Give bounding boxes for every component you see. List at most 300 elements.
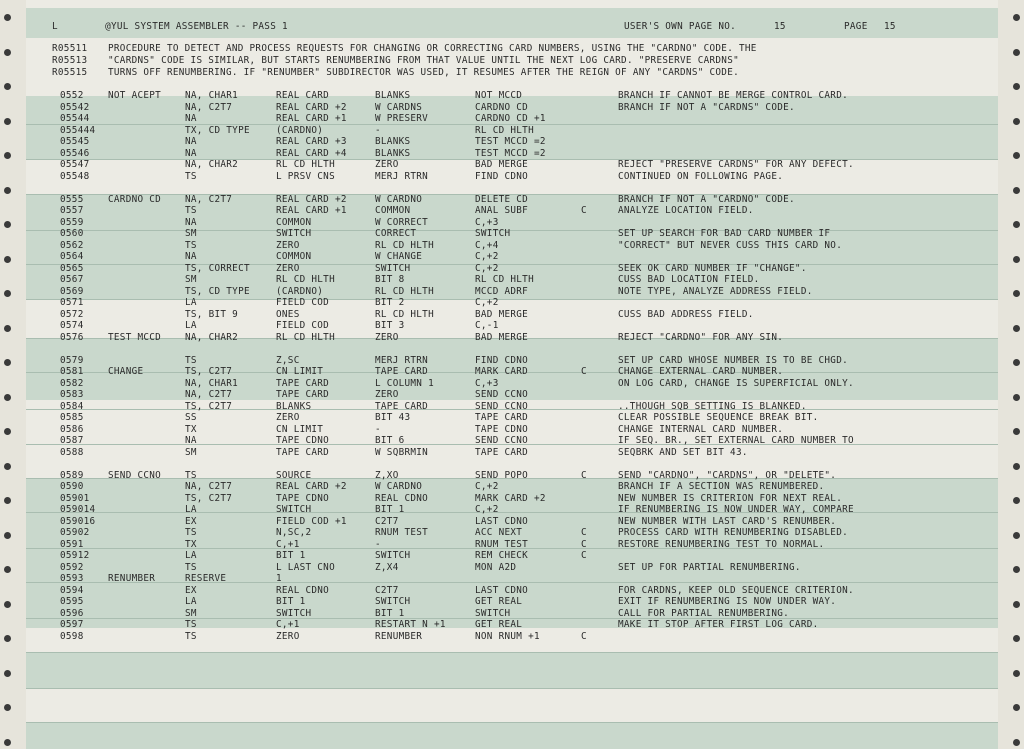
comment-field: REJECT "CARDNO" FOR ANY SIN. — [618, 331, 784, 343]
card-number: 0560 — [60, 228, 84, 239]
opcode-field: NA, CHAR2 — [185, 331, 239, 343]
opcode-field: TS, C2T7 — [185, 400, 233, 412]
tractor-hole — [1013, 359, 1020, 366]
operand2-field: BIT 2 — [375, 297, 405, 308]
comment-field: BRANCH IF A SECTION WAS RENUMBERED. — [618, 481, 825, 492]
remark-text: PROCEDURE TO DETECT AND PROCESS REQUESTS FOR CHANGING OR CORRECTING CARD NUMBERS, USING THE "CARDNO" CODE. THE — [108, 43, 757, 54]
flag-field: C — [581, 550, 587, 561]
address-field: TAPE CDNO — [475, 423, 529, 435]
page-label: PAGE — [844, 21, 868, 32]
address-field: SEND POPO — [475, 469, 529, 481]
operand-field: ZERO — [276, 412, 300, 423]
card-number: 0598 — [60, 630, 84, 642]
card-number: 0572 — [60, 308, 84, 320]
operand-field: COMMON — [276, 216, 312, 228]
comment-field: NEW NUMBER IS CRITERION FOR NEXT REAL. — [618, 492, 843, 504]
operand2-field: TAPE CARD — [375, 366, 429, 377]
address-field: C,+2 — [475, 481, 499, 492]
address-field: TAPE CARD — [475, 446, 529, 458]
card-number: 0567 — [60, 274, 84, 285]
comment-field: BRANCH IF NOT A "CARDNS" CODE. — [618, 101, 795, 113]
address-field: BAD MERGE — [475, 308, 529, 320]
operand2-field: W CHANGE — [375, 251, 423, 262]
address-field: TEST MCCD =2 — [475, 136, 546, 147]
tractor-hole — [4, 670, 11, 677]
address-field: C,+3 — [475, 216, 499, 228]
operand-field: Z,SC — [276, 354, 300, 366]
address-field: DELETE CD — [475, 193, 529, 205]
comment-field: CALL FOR PARTIAL RENUMBERING. — [618, 607, 790, 619]
card-number: 0584 — [60, 400, 84, 412]
opcode-field: SS — [185, 412, 197, 423]
flag-field: C — [581, 527, 587, 538]
address-field: RL CD HLTH — [475, 124, 534, 136]
opcode-field: TS, CORRECT — [185, 262, 250, 274]
tractor-hole — [4, 704, 11, 711]
tractor-hole — [4, 359, 11, 366]
address-field: C,-1 — [475, 320, 499, 331]
operand-field: (CARDNO) — [276, 285, 324, 297]
card-number: 0595 — [60, 596, 84, 607]
opcode-field: EX — [185, 515, 197, 527]
card-number: 05546 — [60, 147, 90, 159]
opcode-field: NA — [185, 147, 197, 159]
card-number: 0564 — [60, 251, 84, 262]
opcode-field: RESERVE — [185, 573, 227, 584]
operand-field: SOURCE — [276, 469, 312, 481]
flag-field: C — [581, 630, 587, 642]
flag-field: C — [581, 205, 587, 216]
tractor-hole — [1013, 497, 1020, 504]
operand2-field: W CARDNS — [375, 101, 423, 113]
opcode-field: TS, BIT 9 — [185, 308, 239, 320]
opcode-field: TS, CD TYPE — [185, 285, 250, 297]
tractor-hole — [4, 83, 11, 90]
operand-field: FIELD COD +1 — [276, 515, 347, 527]
card-number: 0581 — [60, 366, 84, 377]
tractor-hole — [1013, 428, 1020, 435]
opcode-field: EX — [185, 584, 197, 596]
comment-field: MAKE IT STOP AFTER FIRST LOG CARD. — [618, 619, 819, 630]
tractor-hole — [4, 325, 11, 332]
bar-rule — [26, 582, 998, 583]
tractor-hole — [1013, 221, 1020, 228]
operand2-field: BIT 6 — [375, 435, 405, 446]
comment-field: "CORRECT" BUT NEVER CUSS THIS CARD NO. — [618, 239, 843, 251]
address-field: BAD MERGE — [475, 331, 529, 343]
bar-rule — [26, 688, 998, 689]
operand-field: RL CD HLTH — [276, 159, 335, 170]
opcode-field: TS, C2T7 — [185, 366, 233, 377]
opcode-field: SM — [185, 274, 197, 285]
operand2-field: BIT 8 — [375, 274, 405, 285]
opcode-field: TS — [185, 619, 197, 630]
card-number: 0562 — [60, 239, 84, 251]
address-field: MCCD ADRF — [475, 285, 529, 297]
operand-field: SWITCH — [276, 228, 312, 239]
opcode-field: TS — [185, 205, 197, 216]
operand-field: C,+1 — [276, 538, 300, 550]
opcode-field: LA — [185, 297, 197, 308]
card-number: 0576 — [60, 331, 84, 343]
operand2-field: BLANKS — [375, 147, 411, 159]
bar-rule — [26, 722, 998, 723]
operand-field: 1 — [276, 573, 282, 584]
comment-field: PROCESS CARD WITH RENUMBERING DISABLED. — [618, 527, 848, 538]
operand2-field: - — [375, 423, 381, 435]
tractor-hole — [4, 532, 11, 539]
operand2-field: RL CD HLTH — [375, 285, 434, 297]
card-number: 0593 — [60, 573, 84, 584]
comment-field: CONTINUED ON FOLLOWING PAGE. — [618, 170, 784, 182]
opcode-field: SM — [185, 228, 197, 239]
opcode-field: TS, C2T7 — [185, 492, 233, 504]
operand2-field: SWITCH — [375, 262, 411, 274]
operand-field: REAL CARD +2 — [276, 481, 347, 492]
address-field: C,+3 — [475, 377, 499, 389]
comment-field: CLEAR POSSIBLE SEQUENCE BREAK BIT. — [618, 412, 819, 423]
tractor-hole — [1013, 256, 1020, 263]
operand-field: REAL CARD +4 — [276, 147, 347, 159]
comment-field: ON LOG CARD, CHANGE IS SUPERFICIAL ONLY. — [618, 377, 854, 389]
operand2-field: REAL CDNO — [375, 492, 429, 504]
card-number: 0592 — [60, 561, 84, 573]
opcode-field: NA — [185, 216, 197, 228]
label-field: CHANGE — [108, 366, 144, 377]
card-number: 05544 — [60, 113, 90, 124]
address-field: C,+2 — [475, 504, 499, 515]
label-field: CARDNO CD — [108, 193, 162, 205]
address-field: BAD MERGE — [475, 159, 529, 170]
remark-text: TURNS OFF RENUMBERING. IF "RENUMBER" SUBDIRECTOR WAS USED, IT RESUMES AFTER THE REIGN OF ANY "CARDNS" CODE. — [108, 67, 739, 78]
operand-field: BIT 1 — [276, 596, 306, 607]
operand-field: ZERO — [276, 630, 300, 642]
tractor-hole — [4, 290, 11, 297]
tractor-hole — [4, 635, 11, 642]
tractor-hole — [4, 739, 11, 746]
operand-field: COMMON — [276, 251, 312, 262]
operand-field: (CARDNO) — [276, 124, 324, 136]
opcode-field: NA, CHAR1 — [185, 90, 239, 101]
operand-field: BLANKS — [276, 400, 312, 412]
operand2-field: BIT 1 — [375, 504, 405, 515]
card-number: 0591 — [60, 538, 84, 550]
comment-field: SEND "CARDNO", "CARDNS", OR "DELETE". — [618, 469, 837, 481]
operand-field: RL CD HLTH — [276, 331, 335, 343]
operand2-field: RNUM TEST — [375, 527, 429, 538]
card-number: 05545 — [60, 136, 90, 147]
card-number: 05912 — [60, 550, 90, 561]
label-field: NOT ACEPT — [108, 90, 162, 101]
tractor-hole — [1013, 670, 1020, 677]
card-number: 05901 — [60, 492, 90, 504]
card-number: 05902 — [60, 527, 90, 538]
tractor-hole — [4, 394, 11, 401]
tractor-hole — [1013, 49, 1020, 56]
operand-field: TAPE CARD — [276, 446, 330, 458]
operand2-field: W SQBRMIN — [375, 446, 429, 458]
tractor-hole — [4, 118, 11, 125]
label-field: TEST MCCD — [108, 331, 162, 343]
operand-field: REAL CDNO — [276, 584, 330, 596]
greenbar-band — [26, 722, 998, 749]
comment-field: SEEK OK CARD NUMBER IF "CHANGE". — [618, 262, 807, 274]
comment-field: CUSS BAD ADDRESS FIELD. — [618, 308, 754, 320]
comment-field: NEW NUMBER WITH LAST CARD'S RENUMBER. — [618, 515, 837, 527]
operand-field: REAL CARD — [276, 90, 330, 101]
operand-field: REAL CARD +1 — [276, 113, 347, 124]
opcode-field: TS — [185, 527, 197, 538]
address-field: SEND CCNO — [475, 435, 529, 446]
operand-field: ZERO — [276, 262, 300, 274]
opcode-field: TS — [185, 630, 197, 642]
card-number: 0571 — [60, 297, 84, 308]
address-field: FIND CDNO — [475, 354, 529, 366]
bar-rule — [26, 230, 998, 231]
opcode-field: TS — [185, 239, 197, 251]
card-number: 05548 — [60, 170, 90, 182]
tractor-hole — [1013, 601, 1020, 608]
address-field: GET REAL — [475, 619, 523, 630]
opcode-field: NA, C2T7 — [185, 389, 233, 400]
address-field: LAST CDNO — [475, 584, 529, 596]
operand2-field: BLANKS — [375, 90, 411, 101]
comment-field: FOR CARDNS, KEEP OLD SEQUENCE CRITERION. — [618, 584, 854, 596]
greenbar-band — [26, 230, 998, 264]
tractor-hole — [1013, 187, 1020, 194]
opcode-field: TS — [185, 354, 197, 366]
listing-page — [26, 0, 998, 749]
card-number: 0565 — [60, 262, 84, 274]
operand2-field: CORRECT — [375, 228, 417, 239]
card-number: 059014 — [60, 504, 96, 515]
operand-field: TAPE CARD — [276, 389, 330, 400]
opcode-field: NA — [185, 113, 197, 124]
address-field: C,+4 — [475, 239, 499, 251]
opcode-field: LA — [185, 320, 197, 331]
card-number: 0574 — [60, 320, 84, 331]
tractor-hole — [4, 14, 11, 21]
operand-field: REAL CARD +1 — [276, 205, 347, 216]
address-field: SWITCH — [475, 607, 511, 619]
flag-field: C — [581, 469, 587, 481]
address-field: TAPE CARD — [475, 412, 529, 423]
operand2-field: Z,X4 — [375, 561, 399, 573]
card-number: 0596 — [60, 607, 84, 619]
opcode-field: NA, CHAR1 — [185, 377, 239, 389]
address-field: SEND CCNO — [475, 389, 529, 400]
operand-field: RL CD HLTH — [276, 274, 335, 285]
address-field: C,+2 — [475, 297, 499, 308]
operand2-field: ZERO — [375, 389, 399, 400]
comment-field: CHANGE INTERNAL CARD NUMBER. — [618, 423, 784, 435]
operand2-field: RENUMBER — [375, 630, 423, 642]
tractor-hole — [1013, 704, 1020, 711]
comment-field: RESTORE RENUMBERING TEST TO NORMAL. — [618, 538, 825, 550]
opcode-field: TS — [185, 469, 197, 481]
tractor-hole — [4, 497, 11, 504]
operand2-field: SWITCH — [375, 550, 411, 561]
operand2-field: W CORRECT — [375, 216, 429, 228]
tractor-hole — [4, 187, 11, 194]
card-number: 0589 — [60, 469, 84, 481]
operand2-field: C2T7 — [375, 515, 399, 527]
right-tractor-feed — [998, 0, 1024, 749]
operand2-field: SWITCH — [375, 596, 411, 607]
operand2-field: RL CD HLTH — [375, 308, 434, 320]
operand-field: BIT 1 — [276, 550, 306, 561]
user-page-number: 15 — [774, 21, 786, 32]
address-field: RNUM TEST — [475, 538, 529, 550]
flag-field: C — [581, 538, 587, 550]
remark-number: R05515 — [52, 67, 88, 78]
card-number: 0582 — [60, 377, 84, 389]
page-number: 15 — [884, 21, 896, 32]
operand2-field: TAPE CARD — [375, 400, 429, 412]
opcode-field: NA — [185, 435, 197, 446]
tractor-hole — [1013, 394, 1020, 401]
comment-field: SET UP CARD WHOSE NUMBER IS TO BE CHGD. — [618, 354, 848, 366]
card-number: 0552 — [60, 90, 84, 101]
card-number: 0569 — [60, 285, 84, 297]
address-field: RL CD HLTH — [475, 274, 534, 285]
remark-number: R05513 — [52, 55, 88, 66]
comment-field: BRANCH IF NOT A "CARDNO" CODE. — [618, 193, 795, 205]
tractor-hole — [1013, 739, 1020, 746]
opcode-field: NA — [185, 251, 197, 262]
operand-field: FIELD COD — [276, 297, 330, 308]
opcode-field: TX, CD TYPE — [185, 124, 250, 136]
tractor-hole — [1013, 463, 1020, 470]
address-field: MON A2D — [475, 561, 517, 573]
tractor-hole — [1013, 118, 1020, 125]
operand2-field: - — [375, 538, 381, 550]
address-field: SEND CCNO — [475, 400, 529, 412]
card-number: 0594 — [60, 584, 84, 596]
operand2-field: C2T7 — [375, 584, 399, 596]
address-field: CARDNO CD +1 — [475, 113, 546, 124]
operand2-field: W CARDNO — [375, 481, 423, 492]
comment-field: NOTE TYPE, ANALYZE ADDRESS FIELD. — [618, 285, 813, 297]
opcode-field: LA — [185, 596, 197, 607]
opcode-field: NA — [185, 136, 197, 147]
card-number: 0559 — [60, 216, 84, 228]
operand-field: SWITCH — [276, 607, 312, 619]
operand-field: ZERO — [276, 239, 300, 251]
address-field: MARK CARD — [475, 366, 529, 377]
tractor-hole — [1013, 325, 1020, 332]
address-field: CARDNO CD — [475, 101, 529, 113]
label-field: RENUMBER — [108, 573, 156, 584]
card-number: 0597 — [60, 619, 84, 630]
address-field: SWITCH — [475, 228, 511, 239]
opcode-field: TS — [185, 170, 197, 182]
operand2-field: L COLUMN 1 — [375, 377, 434, 389]
tractor-hole — [4, 428, 11, 435]
bar-rule — [26, 299, 998, 300]
operand-field: TAPE CDNO — [276, 435, 330, 446]
card-number: 055444 — [60, 124, 96, 136]
card-number: 0590 — [60, 481, 84, 492]
comment-field: REJECT "PRESERVE CARDNS" FOR ANY DEFECT. — [618, 159, 854, 170]
tractor-hole — [1013, 290, 1020, 297]
operand-field: L LAST CNO — [276, 561, 335, 573]
tractor-hole — [4, 152, 11, 159]
opcode-field: TX — [185, 423, 197, 435]
operand2-field: ZERO — [375, 159, 399, 170]
tractor-hole — [4, 463, 11, 470]
comment-field: EXIT IF RENUMBERING IS NOW UNDER WAY. — [618, 596, 837, 607]
address-field: LAST CDNO — [475, 515, 529, 527]
user-page-label: USER'S OWN PAGE NO. — [624, 21, 737, 32]
operand2-field: Z,XO — [375, 469, 399, 481]
tractor-hole — [4, 256, 11, 263]
opcode-field: TS — [185, 561, 197, 573]
opcode-field: TX — [185, 538, 197, 550]
comment-field: SET UP FOR PARTIAL RENUMBERING. — [618, 561, 801, 573]
tractor-hole — [1013, 83, 1020, 90]
label-field: SEND CCNO — [108, 469, 162, 481]
address-field: NON RNUM +1 — [475, 630, 540, 642]
operand2-field: BIT 1 — [375, 607, 405, 619]
opcode-field: LA — [185, 504, 197, 515]
left-tractor-feed — [0, 0, 26, 749]
card-number: 05547 — [60, 159, 90, 170]
comment-field: ANALYZE LOCATION FIELD. — [618, 205, 754, 216]
remark-text: "CARDNS" CODE IS SIMILAR, BUT STARTS RENUMBERING FROM THAT VALUE UNTIL THE NEXT LOG CARD. "PRESERVE CARDNS" — [108, 55, 739, 66]
card-number: 05542 — [60, 101, 90, 113]
operand-field: TAPE CARD — [276, 377, 330, 389]
address-field: C,+2 — [475, 251, 499, 262]
bar-rule — [26, 652, 998, 653]
card-number: 0586 — [60, 423, 84, 435]
comment-field: SET UP SEARCH FOR BAD CARD NUMBER IF — [618, 228, 831, 239]
address-field: ANAL SUBF — [475, 205, 529, 216]
address-field: REM CHECK — [475, 550, 529, 561]
opcode-field: SM — [185, 607, 197, 619]
opcode-field: NA, CHAR2 — [185, 159, 239, 170]
operand-field: N,SC,2 — [276, 527, 312, 538]
card-number: 0555 — [60, 193, 84, 205]
address-field: TEST MCCD =2 — [475, 147, 546, 159]
comment-field: BRANCH IF CANNOT BE MERGE CONTROL CARD. — [618, 90, 848, 101]
card-number: 0588 — [60, 446, 84, 458]
operand2-field: BIT 43 — [375, 412, 411, 423]
comment-field: CUSS BAD LOCATION FIELD. — [618, 274, 760, 285]
comment-field: ..THOUGH SQB SETTING IS BLANKED. — [618, 400, 807, 412]
operand-field: CN LIMIT — [276, 366, 324, 377]
operand2-field: BLANKS — [375, 136, 411, 147]
opcode-field: NA, C2T7 — [185, 101, 233, 113]
operand-field: FIELD COD — [276, 320, 330, 331]
operand2-field: RESTART N +1 — [375, 619, 446, 630]
operand-field: REAL CARD +3 — [276, 136, 347, 147]
operand-field: REAL CARD +2 — [276, 193, 347, 205]
address-field: NOT MCCD — [475, 90, 523, 101]
operand-field: REAL CARD +2 — [276, 101, 347, 113]
comment-field: IF RENUMBERING IS NOW UNDER WAY, COMPARE — [618, 504, 854, 515]
operand2-field: - — [375, 124, 381, 136]
operand2-field: COMMON — [375, 205, 411, 216]
assembler-header: L @YUL SYSTEM ASSEMBLER -- PASS 1 — [52, 21, 288, 32]
operand-field: TAPE CDNO — [276, 492, 330, 504]
address-field: GET REAL — [475, 596, 523, 607]
operand2-field: RL CD HLTH — [375, 239, 434, 251]
address-field: C,+2 — [475, 262, 499, 274]
operand2-field: W PRESERV — [375, 113, 429, 124]
tractor-hole — [4, 566, 11, 573]
greenbar-band — [26, 652, 998, 688]
